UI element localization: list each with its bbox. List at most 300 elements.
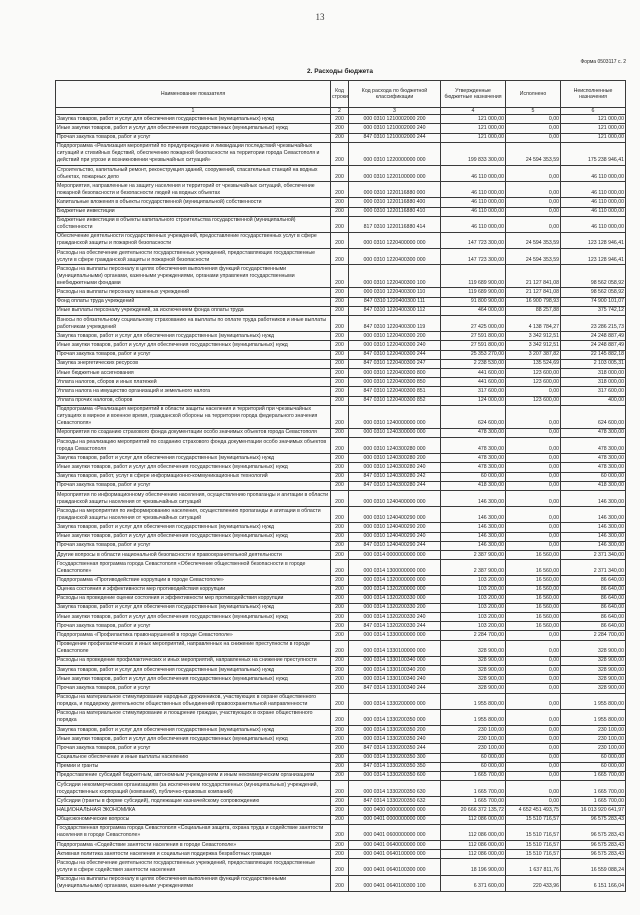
- row-budget-code: 000 0310 1220116880 400: [349, 198, 441, 207]
- row-budget-code: 000 0314 1330200350 300: [349, 753, 441, 762]
- row-line-code: 200: [331, 675, 349, 684]
- row-unexecuted: 86 640,00: [561, 622, 626, 631]
- row-unexecuted: 46 110 000,00: [561, 165, 626, 181]
- table-row: [56, 824, 626, 840]
- row-unexecuted: 6 151 166,04: [561, 875, 626, 891]
- row-budget-code: 000 0310 1210002000 200: [349, 115, 441, 124]
- row-unexecuted: 624 600,00: [561, 405, 626, 428]
- row-approved: 1 665 700,00: [441, 771, 506, 780]
- row-executed: 0,00: [506, 481, 561, 490]
- row-executed: 0,00: [506, 666, 561, 675]
- row-name: Расходы на проведение оценки состояния и эффективности мер противодействия коррупции: [56, 594, 331, 603]
- table-row: [56, 396, 626, 405]
- row-name: Закупка товаров, работ и услуг для обеспечения государственных (муниципальных) нужд: [56, 603, 331, 612]
- row-budget-code: 847 0314 1320200330 244: [349, 622, 441, 631]
- row-unexecuted: 98 562 058,92: [561, 288, 626, 297]
- table-row: [56, 249, 626, 265]
- row-unexecuted: 96 575 283,43: [561, 850, 626, 859]
- header-budget-code: Код расхода по бюджетной классификации: [349, 81, 441, 108]
- row-name: Иные бюджетные ассигнования: [56, 368, 331, 377]
- row-line-code: 200: [331, 232, 349, 248]
- row-budget-code: 000 0310 1240400290 240: [349, 532, 441, 541]
- row-unexecuted: 418 300,00: [561, 481, 626, 490]
- row-approved: 60 000,00: [441, 762, 506, 771]
- row-approved: 478 300,00: [441, 463, 506, 472]
- row-budget-code: 000 0310 1240300280 240: [349, 463, 441, 472]
- table-row: [56, 744, 626, 753]
- table-row: [56, 781, 626, 797]
- row-approved: 328 900,00: [441, 684, 506, 693]
- row-name: Социальное обеспечение и иные выплаты населению: [56, 753, 331, 762]
- row-unexecuted: 146 300,00: [561, 507, 626, 523]
- row-unexecuted: 60 000,00: [561, 762, 626, 771]
- table-row: [56, 560, 626, 576]
- row-approved: 60 000,00: [441, 753, 506, 762]
- table-row: [56, 428, 626, 437]
- row-unexecuted: 24 248 887,49: [561, 341, 626, 350]
- row-approved: 147 723 300,00: [441, 249, 506, 265]
- row-line-code: 200: [331, 541, 349, 550]
- row-budget-code: 847 0314 1330200350 632: [349, 797, 441, 806]
- row-approved: 2 387 900,00: [441, 550, 506, 559]
- row-budget-code: 000 0314 1330200350 240: [349, 735, 441, 744]
- row-unexecuted: 86 640,00: [561, 585, 626, 594]
- row-budget-code: 000 0314 1330200350 600: [349, 771, 441, 780]
- row-executed: 24 594 353,59: [506, 232, 561, 248]
- row-executed: 16 560,00: [506, 622, 561, 631]
- row-unexecuted: 146 300,00: [561, 532, 626, 541]
- table-row: [56, 684, 626, 693]
- table-body: [56, 115, 626, 892]
- table-row: [56, 693, 626, 709]
- row-approved: 478 300,00: [441, 454, 506, 463]
- row-executed: 15 510 716,57: [506, 841, 561, 850]
- row-name: Закупка товаров, работ и услуг для обеспечения государственных (муниципальных) нужд: [56, 332, 331, 341]
- row-budget-code: 000 0314 1330100340 200: [349, 666, 441, 675]
- row-unexecuted: 478 300,00: [561, 454, 626, 463]
- row-name: Расходы на мероприятия по информированию населения, осуществлению пропаганды и агитации в области гражданской защиты населения от чрезвычайных ситуаций: [56, 507, 331, 523]
- row-unexecuted: 60 000,00: [561, 753, 626, 762]
- row-executed: 0,00: [506, 631, 561, 640]
- row-unexecuted: 146 300,00: [561, 523, 626, 532]
- row-unexecuted: 1 665 700,00: [561, 771, 626, 780]
- row-approved: 146 300,00: [441, 532, 506, 541]
- row-budget-code: 000 0314 1300000000 000: [349, 560, 441, 576]
- row-line-code: 200: [331, 387, 349, 396]
- row-name: Иные закупки товаров, работ и услуг для обеспечения государственных (муниципальных) нужд: [56, 532, 331, 541]
- row-approved: 147 723 300,00: [441, 232, 506, 248]
- header-executed: Исполнено: [506, 81, 561, 108]
- row-unexecuted: 86 640,00: [561, 576, 626, 585]
- row-executed: 24 594 353,59: [506, 142, 561, 165]
- row-executed: 16 560,00: [506, 603, 561, 612]
- row-budget-code: 000 0401 0640000000 000: [349, 841, 441, 850]
- row-line-code: 200: [331, 859, 349, 875]
- row-name: Иные закупки товаров, работ и услуг для обеспечения государственных (муниципальных) нужд: [56, 341, 331, 350]
- row-name: Иные закупки товаров, работ и услуг для обеспечения государственных (муниципальных) нужд: [56, 124, 331, 133]
- row-line-code: 200: [331, 207, 349, 216]
- table-row: [56, 405, 626, 428]
- row-budget-code: 847 0310 1220400300 247: [349, 359, 441, 368]
- row-name: Проведение профилактических и иных мероприятий, направленных на снижение преступности в городе Севастополе: [56, 640, 331, 656]
- row-unexecuted: 123 128 946,41: [561, 249, 626, 265]
- row-unexecuted: 96 575 283,43: [561, 841, 626, 850]
- row-budget-code: 000 0310 1220400300 240: [349, 341, 441, 350]
- row-name: Прочая закупка товаров, работ и услуг: [56, 350, 331, 359]
- table-row: [56, 207, 626, 216]
- row-unexecuted: 121 000,00: [561, 115, 626, 124]
- row-name: Взносы по обязательному социальному страхованию на выплаты по оплате труда работников и иные выплаты работникам учреждений: [56, 316, 331, 332]
- row-approved: 46 110 000,00: [441, 165, 506, 181]
- table-row: [56, 142, 626, 165]
- row-budget-code: 000 0314 1330100000 000: [349, 640, 441, 656]
- row-approved: 418 300,00: [441, 481, 506, 490]
- row-budget-code: 000 0314 1330200000 000: [349, 693, 441, 709]
- row-unexecuted: 86 640,00: [561, 603, 626, 612]
- row-executed: 0,00: [506, 532, 561, 541]
- row-unexecuted: 328 900,00: [561, 656, 626, 665]
- column-number-row: [56, 108, 626, 115]
- row-line-code: 200: [331, 316, 349, 332]
- row-executed: 123 600,00: [506, 378, 561, 387]
- row-approved: 2 387 900,00: [441, 560, 506, 576]
- row-name: Государственная программа города Севастополя «Социальная защита, охрана труда и содействие занятости населения в городе Севастополе»: [56, 824, 331, 840]
- row-line-code: 200: [331, 841, 349, 850]
- row-executed: 0,00: [506, 797, 561, 806]
- row-line-code: 200: [331, 297, 349, 306]
- row-line-code: 200: [331, 491, 349, 507]
- table-row: [56, 316, 626, 332]
- row-approved: 60 000,00: [441, 472, 506, 481]
- row-line-code: 200: [331, 265, 349, 288]
- row-executed: 0,00: [506, 428, 561, 437]
- row-executed: 0,00: [506, 216, 561, 232]
- section-title: 2. Расходы бюджета: [307, 68, 373, 75]
- table-row: [56, 454, 626, 463]
- row-line-code: 200: [331, 709, 349, 725]
- row-budget-code: 000 0314 1330200350 630: [349, 781, 441, 797]
- row-line-code: 200: [331, 507, 349, 523]
- row-executed: 0,00: [506, 124, 561, 133]
- row-line-code: 200: [331, 550, 349, 559]
- row-unexecuted: 2 284 700,00: [561, 631, 626, 640]
- row-name: Общеэкономические вопросы: [56, 815, 331, 824]
- row-unexecuted: 230 100,00: [561, 735, 626, 744]
- row-name: Мероприятия, направленные на защиту населения и территорий от чрезвычайных ситуаций, обеспечение пожарной безопасности и безопасности людей на водных объектах: [56, 182, 331, 198]
- row-unexecuted: 375 742,12: [561, 306, 626, 315]
- row-budget-code: 000 0310 1220400300 200: [349, 332, 441, 341]
- row-unexecuted: 74 900 101,07: [561, 297, 626, 306]
- row-name: Уплата налога на имущество организаций и земельного налога: [56, 387, 331, 396]
- row-budget-code: 000 0314 1320200330 000: [349, 594, 441, 603]
- row-name: Иные закупки товаров, работ и услуг для обеспечения государственных (муниципальных) нужд: [56, 463, 331, 472]
- row-approved: 230 100,00: [441, 725, 506, 734]
- table-row: [56, 387, 626, 396]
- row-unexecuted: 16 559 088,24: [561, 859, 626, 875]
- row-name: Закупка товаров, работ и услуг для обеспечения государственных (муниципальных) нужд: [56, 725, 331, 734]
- row-executed: 123 600,00: [506, 396, 561, 405]
- row-line-code: 200: [331, 613, 349, 622]
- row-approved: 112 086 000,00: [441, 824, 506, 840]
- row-name: Закупка энергетических ресурсов: [56, 359, 331, 368]
- table-row: [56, 859, 626, 875]
- table-row: [56, 850, 626, 859]
- row-approved: 328 900,00: [441, 656, 506, 665]
- row-unexecuted: 478 300,00: [561, 463, 626, 472]
- row-name: Подпрограмма «Противодействие коррупции в городе Севастополе»: [56, 576, 331, 585]
- table-row: [56, 550, 626, 559]
- row-line-code: 200: [331, 142, 349, 165]
- row-approved: 1 665 700,00: [441, 781, 506, 797]
- row-name: Мероприятия по созданию страхового фонда документации особо значимых объектов города Севастополя: [56, 428, 331, 437]
- row-approved: 103 200,00: [441, 594, 506, 603]
- row-executed: 0,00: [506, 198, 561, 207]
- row-budget-code: 000 0314 1330200350 000: [349, 709, 441, 725]
- row-budget-code: 000 0310 1240400000 000: [349, 491, 441, 507]
- header-row: [56, 81, 626, 108]
- row-executed: 0,00: [506, 781, 561, 797]
- row-line-code: 200: [331, 656, 349, 665]
- row-budget-code: 000 0401 0600000000 000: [349, 824, 441, 840]
- row-executed: 16 900 798,93: [506, 297, 561, 306]
- row-executed: 3 342 912,51: [506, 332, 561, 341]
- page-number: 13: [315, 12, 325, 22]
- row-line-code: 200: [331, 585, 349, 594]
- row-executed: 0,00: [506, 693, 561, 709]
- row-approved: 20 666 372 135,72: [441, 806, 506, 815]
- row-unexecuted: 1 665 700,00: [561, 797, 626, 806]
- column-number: 6: [561, 108, 626, 115]
- row-line-code: 200: [331, 133, 349, 142]
- row-line-code: 200: [331, 341, 349, 350]
- row-executed: 0,00: [506, 753, 561, 762]
- row-unexecuted: 60 000,00: [561, 472, 626, 481]
- row-name: Иные выплаты персоналу учреждений, за исключением фонда оплаты труда: [56, 306, 331, 315]
- row-budget-code: 000 0401 0000000000 000: [349, 815, 441, 824]
- table-row: [56, 576, 626, 585]
- row-executed: 0,00: [506, 735, 561, 744]
- row-approved: 27 591 800,00: [441, 332, 506, 341]
- row-approved: 112 086 000,00: [441, 841, 506, 850]
- table-row: [56, 709, 626, 725]
- row-unexecuted: 146 300,00: [561, 541, 626, 550]
- row-executed: 0,00: [506, 182, 561, 198]
- row-line-code: 200: [331, 198, 349, 207]
- row-line-code: 200: [331, 216, 349, 232]
- row-line-code: 200: [331, 850, 349, 859]
- row-budget-code: 000 0310 1220100000 000: [349, 165, 441, 181]
- table-row: [56, 491, 626, 507]
- row-unexecuted: 46 110 000,00: [561, 216, 626, 232]
- row-line-code: 200: [331, 350, 349, 359]
- row-approved: 2 284 700,00: [441, 631, 506, 640]
- row-line-code: 200: [331, 368, 349, 377]
- row-line-code: 200: [331, 762, 349, 771]
- row-executed: 0,00: [506, 472, 561, 481]
- row-line-code: 200: [331, 438, 349, 454]
- row-executed: 0,00: [506, 165, 561, 181]
- row-executed: 0,00: [506, 463, 561, 472]
- table-row: [56, 675, 626, 684]
- row-name: Прочая закупка товаров, работ и услуг: [56, 481, 331, 490]
- row-budget-code: 847 0310 1220400300 852: [349, 396, 441, 405]
- row-name: Иные закупки товаров, работ и услуг для обеспечения государственных (муниципальных) нужд: [56, 613, 331, 622]
- row-budget-code: 000 0310 1240400290 000: [349, 507, 441, 523]
- row-executed: 24 594 353,59: [506, 249, 561, 265]
- row-budget-code: 000 0310 1240000000 000: [349, 405, 441, 428]
- table-row: [56, 523, 626, 532]
- table-row: [56, 762, 626, 771]
- row-name: Расходы на материальное стимулирование народных дружинников, участвующих в охране общественного порядка, и поддержку деятельности общественных объединений правоохранительной направленности: [56, 693, 331, 709]
- row-budget-code: 000 0314 1320200000 000: [349, 585, 441, 594]
- table-row: [56, 232, 626, 248]
- row-name: Предоставление субсидий бюджетным, автономным учреждениям и иным некоммерческим организациям: [56, 771, 331, 780]
- row-executed: 4 652 451 493,75: [506, 806, 561, 815]
- table-row: [56, 265, 626, 288]
- row-approved: 230 100,00: [441, 744, 506, 753]
- row-budget-code: 847 0310 1240300280 244: [349, 481, 441, 490]
- row-executed: 1 637 811,76: [506, 859, 561, 875]
- row-budget-code: 847 0310 1220400300 851: [349, 387, 441, 396]
- row-name: Государственная программа города Севастополя «Обеспечение общественной безопасности в городе Севастополе»: [56, 560, 331, 576]
- row-approved: 1 955 800,00: [441, 693, 506, 709]
- row-executed: 0,00: [506, 684, 561, 693]
- row-unexecuted: 98 562 058,92: [561, 265, 626, 288]
- row-approved: 478 300,00: [441, 428, 506, 437]
- row-executed: 0,00: [506, 744, 561, 753]
- row-name: Расходы на выплаты персоналу в целях обеспечения выполнения функций государственными (муниципальными) органами, казенными учреждениями: [56, 875, 331, 891]
- row-executed: 3 207 387,82: [506, 350, 561, 359]
- table-row: [56, 198, 626, 207]
- row-budget-code: 847 0314 1330200350 244: [349, 744, 441, 753]
- table-row: [56, 603, 626, 612]
- row-line-code: 200: [331, 640, 349, 656]
- table-row: [56, 622, 626, 631]
- row-budget-code: 000 0310 1220400300 800: [349, 368, 441, 377]
- row-budget-code: 847 0310 1240300280 242: [349, 472, 441, 481]
- row-name: Прочая закупка товаров, работ и услуг: [56, 744, 331, 753]
- row-approved: 18 196 900,00: [441, 859, 506, 875]
- row-name: Иные закупки товаров, работ и услуг для обеспечения государственных (муниципальных) нужд: [56, 675, 331, 684]
- row-approved: 119 689 900,00: [441, 288, 506, 297]
- row-name: Бюджетные инвестиции в объекты капитального строительства государственной (муниципальной) собственности: [56, 216, 331, 232]
- row-budget-code: 000 0310 1220400000 000: [349, 232, 441, 248]
- row-approved: 2 238 530,00: [441, 359, 506, 368]
- row-name: Прочая закупка товаров, работ и услуг: [56, 684, 331, 693]
- row-unexecuted: 96 575 283,43: [561, 824, 626, 840]
- row-line-code: 200: [331, 725, 349, 734]
- table-row: [56, 133, 626, 142]
- row-name: Мероприятия по информационному обеспечению населения, осуществлению пропаганды и агитации в области гражданской защиты населения от чрезвычайных ситуаций: [56, 491, 331, 507]
- row-budget-code: 000 0310 1220000000 000: [349, 142, 441, 165]
- row-executed: 21 127 841,08: [506, 265, 561, 288]
- row-approved: 328 900,00: [441, 640, 506, 656]
- table-row: [56, 666, 626, 675]
- row-name: Подпрограмма «Реализация мероприятий в области защиты населения и территорий при чрезвычайных ситуациях в мирное и военное время, гражданской обороны на территории города федерального значения Севастополя»: [56, 405, 331, 428]
- row-line-code: 200: [331, 875, 349, 891]
- row-unexecuted: 328 900,00: [561, 675, 626, 684]
- row-executed: 0,00: [506, 454, 561, 463]
- row-line-code: 200: [331, 666, 349, 675]
- row-name: Закупка товаров, работ и услуг для обеспечения государственных (муниципальных) нужд: [56, 666, 331, 675]
- row-line-code: 200: [331, 523, 349, 532]
- table-row: [56, 472, 626, 481]
- row-budget-code: 847 0310 1210002000 244: [349, 133, 441, 142]
- table-row: [56, 297, 626, 306]
- table-row: [56, 875, 626, 891]
- row-budget-code: 000 0314 1330100340 000: [349, 656, 441, 665]
- row-approved: 103 200,00: [441, 576, 506, 585]
- row-name: Подпрограмма «Профилактика правонарушений в городе Севастополе»: [56, 631, 331, 640]
- row-executed: 0,00: [506, 762, 561, 771]
- row-approved: 199 833 300,00: [441, 142, 506, 165]
- row-name: Бюджетные инвестиции: [56, 207, 331, 216]
- table-row: [56, 541, 626, 550]
- row-executed: 15 510 716,57: [506, 824, 561, 840]
- row-line-code: 200: [331, 753, 349, 762]
- row-line-code: 200: [331, 288, 349, 297]
- table-row: [56, 771, 626, 780]
- row-name: Расходы на обеспечение деятельности государственных учреждений, предоставляющих государственные услуги в сфере гражданской защиты и пожарной безопасности: [56, 249, 331, 265]
- row-name: Расходы на выплаты персоналу в целях обеспечения выполнения функций государственными (муниципальными) органами, казенными учреждениями, органами управления государственными внебюджетными фондами: [56, 265, 331, 288]
- row-executed: 16 560,00: [506, 550, 561, 559]
- row-name: Закупка товаров, работ, услуг в сфере информационно-коммуникационных технологий: [56, 472, 331, 481]
- row-unexecuted: 2 371 340,00: [561, 560, 626, 576]
- table-row: [56, 594, 626, 603]
- row-name: Закупка товаров, работ и услуг для обеспечения государственных (муниципальных) нужд: [56, 115, 331, 124]
- row-approved: 146 300,00: [441, 541, 506, 550]
- row-executed: 15 510 716,57: [506, 850, 561, 859]
- row-line-code: 200: [331, 124, 349, 133]
- row-executed: 0,00: [506, 541, 561, 550]
- row-executed: 0,00: [506, 709, 561, 725]
- row-name: Закупка товаров, работ и услуг для обеспечения государственных (муниципальных) нужд: [56, 523, 331, 532]
- table-row: [56, 216, 626, 232]
- table-row: [56, 585, 626, 594]
- row-budget-code: 000 0314 1330000000 000: [349, 631, 441, 640]
- row-name: Строительство, капитальный ремонт, реконструкция зданий, сооружений, спасательных станций на водных объектах, пожарных депо: [56, 165, 331, 181]
- row-name: Иные закупки товаров, работ и услуг для обеспечения государственных (муниципальных) нужд: [56, 735, 331, 744]
- row-line-code: 200: [331, 165, 349, 181]
- row-budget-code: 000 0314 1330100340 240: [349, 675, 441, 684]
- row-executed: 0,00: [506, 387, 561, 396]
- table-row: [56, 288, 626, 297]
- row-unexecuted: 1 665 700,00: [561, 781, 626, 797]
- row-line-code: 200: [331, 249, 349, 265]
- row-name: Прочая закупка товаров, работ и услуг: [56, 133, 331, 142]
- table-row: [56, 532, 626, 541]
- row-unexecuted: 22 145 882,18: [561, 350, 626, 359]
- row-unexecuted: 46 110 000,00: [561, 207, 626, 216]
- row-approved: 112 086 000,00: [441, 850, 506, 859]
- row-approved: 146 300,00: [441, 507, 506, 523]
- row-line-code: 200: [331, 622, 349, 631]
- row-name: Оценка состояния и эффективности мер противодействия коррупции: [56, 585, 331, 594]
- row-executed: 0,00: [506, 523, 561, 532]
- table-header: [56, 81, 626, 115]
- row-line-code: 200: [331, 771, 349, 780]
- row-approved: 46 110 000,00: [441, 207, 506, 216]
- row-approved: 25 353 270,00: [441, 350, 506, 359]
- row-line-code: 200: [331, 693, 349, 709]
- row-approved: 6 371 600,00: [441, 875, 506, 891]
- header-line-code: Код строки: [331, 81, 349, 108]
- row-budget-code: 000 0314 1320200330 200: [349, 603, 441, 612]
- row-budget-code: 847 0310 1220400300 112: [349, 306, 441, 315]
- row-name: Расходы на реализацию мероприятий по созданию страхового фонда документации особо значимых объектов города Севастополя: [56, 438, 331, 454]
- table-row: [56, 182, 626, 198]
- table-row: [56, 332, 626, 341]
